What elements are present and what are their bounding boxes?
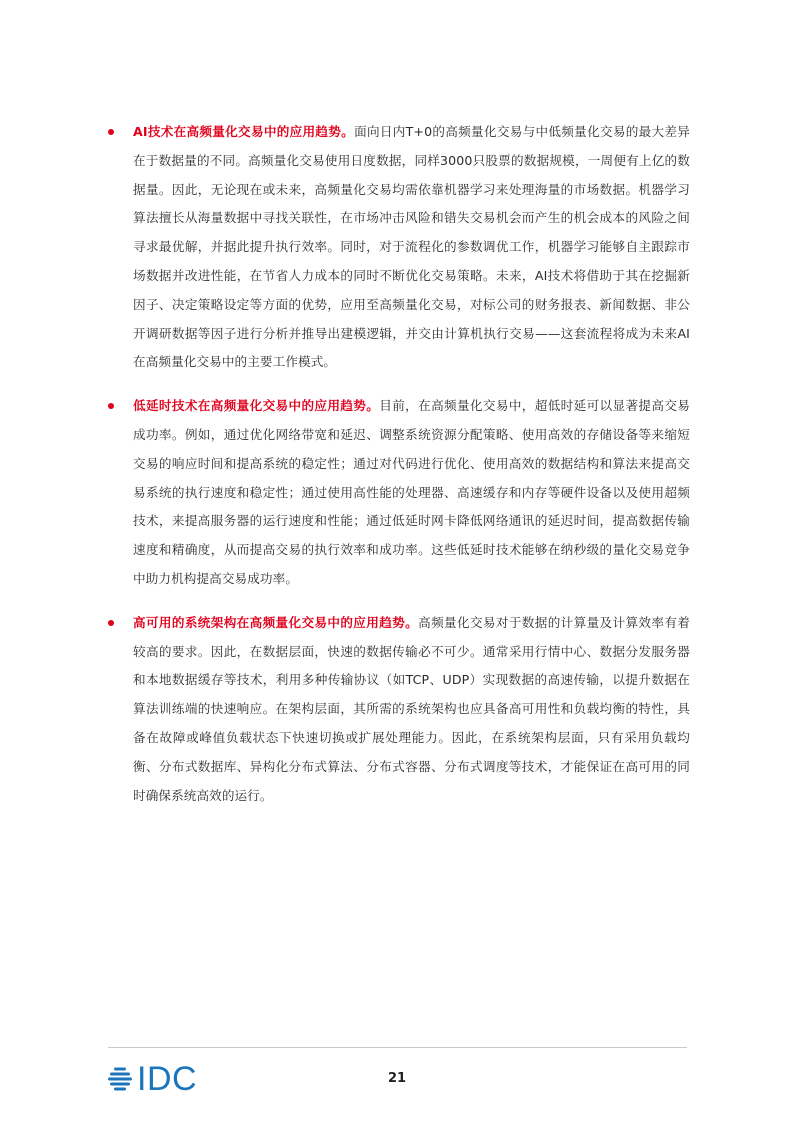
page-number: 21 (387, 1071, 407, 1086)
bullet-lead: 高可用的系统架构在高频量化交易中的应用趋势。 (133, 614, 419, 630)
footer-divider (108, 1047, 687, 1048)
bullet-ai-trend (105, 118, 690, 377)
bullet-high-availability-trend (105, 609, 690, 811)
bullet-text: 高频量化交易对于数据的计算量及计算效率有着较高的要求。因此，在数据层面，快速的数据传输必不可少。通常采用行情中心、数据分发服务器和本地数据缓存等技术，利用多种传输协议（如TCP、UDP）实现数据的高速传输，以提升数据在算法训练端的快速响应。在架构层面，其所需的系统架构也应具备高可用性和负载均衡的特性，具备在故障或峰值负载状态下快速切换或扩展处理能力。因此，在系统架构层面，只有采用负载均衡、分布式数据库、异构化分布式算法、分布式容器、分布式调度等技术，才能保证在高可用的同时确保系统高效的运行。 (133, 614, 690, 803)
bullet-dot (108, 620, 114, 626)
bullet-text: 面向日内T+0的高频量化交易与中低频量化交易的最大差异在于数据量的不同。高频量化交易使用日度数据，同样3000只股票的数据规模，一周便有上亿的数据量。因此，无论现在或未来，高频量化交易均需依靠机器学习来处理海量的市场数据。机器学习算法擅长从海量数据中寻找关联性，在市场冲击风险和错失交易机会而产生的机会成本的风险之间寻求最优解，并据此提升执行效率。同时，对于流程化的参数调优工作，机器学习能够自主跟踪市场数据并改进性能，在节省人力成本的同时不断优化交易策略。未来，AI技术将借助于其在挖掘新因子、决定策略设定等方面的优势，应用至高频量化交易，对标公司的财务报表、新闻数据、非公开调研数据等因子进行分析并推导出建模逻辑，并交由计算机执行交易——这套流程将成为未来AI在高频量化交易中的主要工作模式。 (133, 124, 690, 370)
bullet-low-latency-trend (105, 392, 690, 594)
document-body (105, 118, 690, 825)
bullet-dot (108, 403, 114, 409)
globe-logo-icon (107, 1066, 133, 1092)
bullet-lead: AI技术在高频量化交易中的应用趋势。 (133, 124, 355, 139)
bullet-lead: 低延时技术在高频量化交易中的应用趋势。 (133, 398, 380, 414)
bullet-text: 目前，在高频量化交易中，超低时延可以显著提高交易成功率。例如，通过优化网络带宽和延迟、调整系统资源分配策略、使用高效的存储设备等来缩短交易的响应时间和提高系统的稳定性；通过对代码进行优化、使用高效的数据结构和算法来提高交易系统的执行速度和稳定性；通过使用高性能的处理器、高速缓存和内存等硬件设备以及使用超频技术，来提高服务器的运行速度和性能；通过低延时网卡降低网络通讯的延迟时间，提高数据传输速度和精确度，从而提高交易的执行效率和成功率。这些低延时技术能够在纳秒级的量化交易竞争中助力机构提高交易成功率。 (133, 398, 690, 586)
bullet-dot (108, 129, 114, 135)
logo-text: IDC (137, 1060, 198, 1098)
idc-logo (107, 1062, 197, 1096)
